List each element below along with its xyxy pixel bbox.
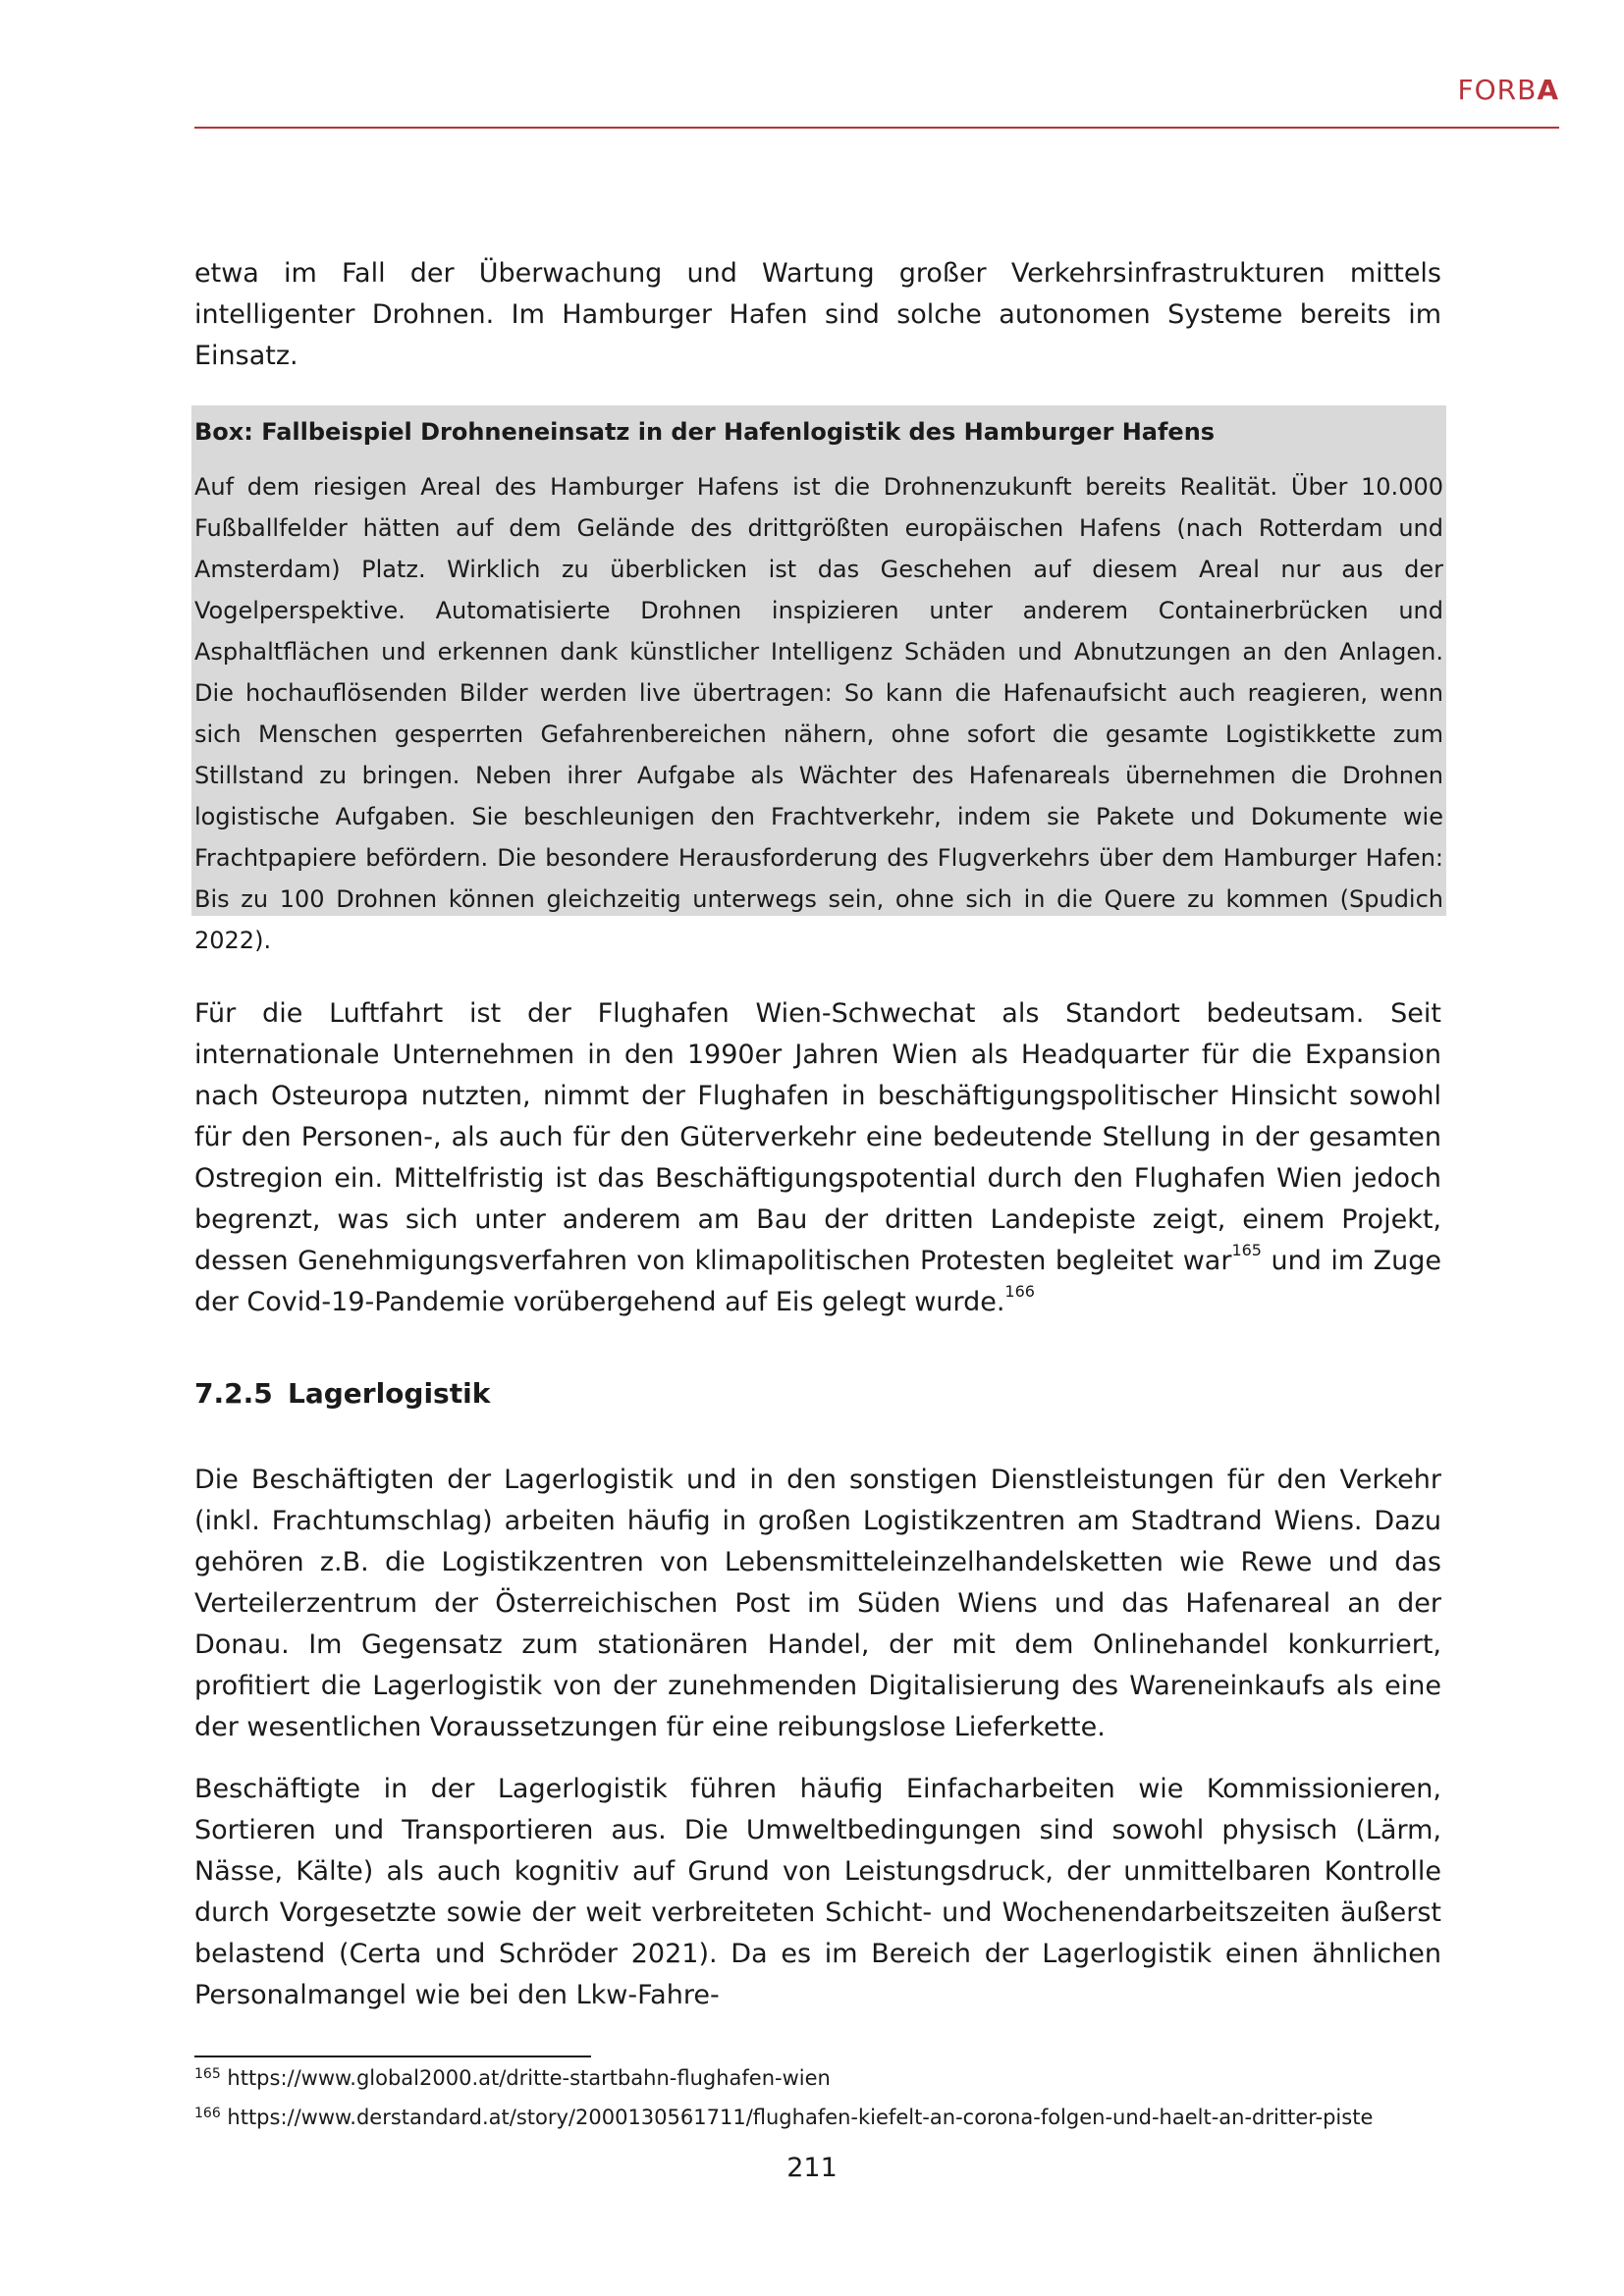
intro-block — [194, 253, 1441, 377]
airport-text-part1: Für die Luftfahrt ist der Flughafen Wien-Schwechat als Standort bedeutsam. Seit internationale Unternehmen in den 1990er Jahren Wien als Headquarter für die Expansion nach Osteuropa nutzten, nimmt der Flughafen in beschäftigungspolitischer Hinsicht sowohl für den Personen-, als auch für den Güterverkehr eine bedeutende Stellung in der gesamten Ostregion ein. Mittelfristig ist das Beschäftigungspotential durch den Flughafen Wien jedoch begrenzt, was sich unter anderem am Bau der dritten Landepiste zeigt, einem Projekt, dessen Genehmigungsverfahren von klimapolitischen Protesten begleitet war — [194, 998, 1441, 1276]
logo-text: FORB — [1457, 74, 1538, 106]
intro-paragraph: etwa im Fall der Überwachung und Wartung großer Verkehrsinfrastrukturen mittels intelligenter Drohnen. Im Hamburger Hafen sind solche autonomen Systeme bereits im Einsatz. — [194, 258, 1441, 371]
logistik-block-2 — [194, 1769, 1441, 2016]
logo-accent-letter: A — [1537, 74, 1559, 106]
section-heading — [194, 1374, 490, 1414]
page-number: 211 — [786, 2153, 838, 2183]
section-number: 7.2.5 — [194, 1377, 273, 1410]
footnote-165 — [194, 2064, 831, 2092]
footnote-ref-166[interactable]: 166 — [1004, 1282, 1035, 1301]
case-study-box — [191, 405, 1446, 954]
section-title: Lagerlogistik — [288, 1377, 491, 1410]
box-title: Box: Fallbeispiel Drohneneinsatz in der Hafenlogistik des Hamburger Hafens — [194, 418, 1216, 446]
logistik-paragraph-2: Beschäftigte in der Lagerlogistik führen häufig Einfacharbeiten wie Kommissionieren, Sortieren und Transportieren aus. Die Umweltbedingungen sind sowohl physisch (Lärm, Nässe, Kälte) als auch kognitiv auf Grund von Leistungsdruck, der unmittelbaren Kontrolle durch Vorgesetzte sowie der weit verbreiteten Schicht- und Wochenendarbeitszeiten äußerst belastend (Certa und Schröder 2021). Da es im Bereich der Lagerlogistik einen ähnlichen Personalmangel wie bei den Lkw-Fahre- — [194, 1774, 1441, 2010]
logistik-block-1 — [194, 1460, 1441, 1748]
forba-logo — [1458, 74, 1559, 106]
footnote-ref-165[interactable]: 165 — [1231, 1241, 1262, 1259]
header-rule — [194, 127, 1559, 129]
box-text: Auf dem riesigen Areal des Hamburger Hafens ist die Drohnenzukunft bereits Realität. Über 10.000 Fußballfelder hätten auf dem Gelände des drittgrößten europäischen Hafens (nach Rotterdam und Amsterdam) Platz. Wirklich zu überblicken ist das Geschehen auf diesem Areal nur aus der Vogelperspektive. Automatisierte Drohnen inspizieren unter anderem Containerbrücken und Asphaltflächen und erkennen dank künstlicher Intelligenz Schäden und Abnutzungen an den Anlagen. Die hochauflösenden Bilder werden live übertragen: So kann die Hafenaufsicht auch reagieren, wenn sich Menschen gesperrten Gefahrenbereichen nähern, ohne sofort die gesamte Logistikkette zum Stillstand zu bringen. Neben ihrer Aufgabe als Wächter des Hafenareals übernehmen die Drohnen logistische Aufgaben. Sie beschleunigen den Frachtverkehr, indem sie Pakete und Dokumente wie Frachtpapiere befördern. Die besondere Herausforderung des Flugverkehrs über dem Hamburger Hafen: Bis zu 100 Drohnen können gleichzeitig unterwegs sein, ohne sich in die Quere zu kommen (Spudich 2022). — [194, 473, 1443, 954]
footnote-link[interactable]: https://www.global2000.at/dritte-startbahn-flughafen-wien — [220, 2066, 831, 2090]
airport-block — [194, 993, 1441, 1323]
footnote-number: 166 — [194, 2106, 221, 2121]
airport-paragraph — [194, 993, 1441, 1323]
airport-text-part2: und im Zuge der Covid-19-Pandemie vorübergehend auf Eis gelegt wurde. — [194, 1246, 1441, 1317]
footnote-rule — [194, 2056, 591, 2057]
footnote-link[interactable]: https://www.derstandard.at/story/2000130561711/flughafen-kiefelt-an-corona-folgen-und-haelt-an-dritter-piste — [220, 2106, 1374, 2129]
footnote-number: 165 — [194, 2066, 221, 2082]
logistik-paragraph-1: Die Beschäftigten der Lagerlogistik und in den sonstigen Dienstleistungen für den Verkehr (inkl. Frachtumschlag) arbeiten häufig in großen Logistikzentren am Stadtrand Wiens. Dazu gehören z.B. die Logistikzentren von Lebensmitteleinzelhandelsketten wie Rewe und das Verteilerzentrum der Österreichischen Post im Süden Wiens und das Hafenareal an der Donau. Im Gegensatz zum stationären Handel, der mit dem Onlinehandel konkurriert, profitiert die Lagerlogistik von der zunehmenden Digitalisierung des Wareneinkaufs als eine der wesentlichen Voraussetzungen für eine reibungslose Lieferkette. — [194, 1465, 1441, 1742]
footnote-166 — [194, 2104, 1373, 2131]
